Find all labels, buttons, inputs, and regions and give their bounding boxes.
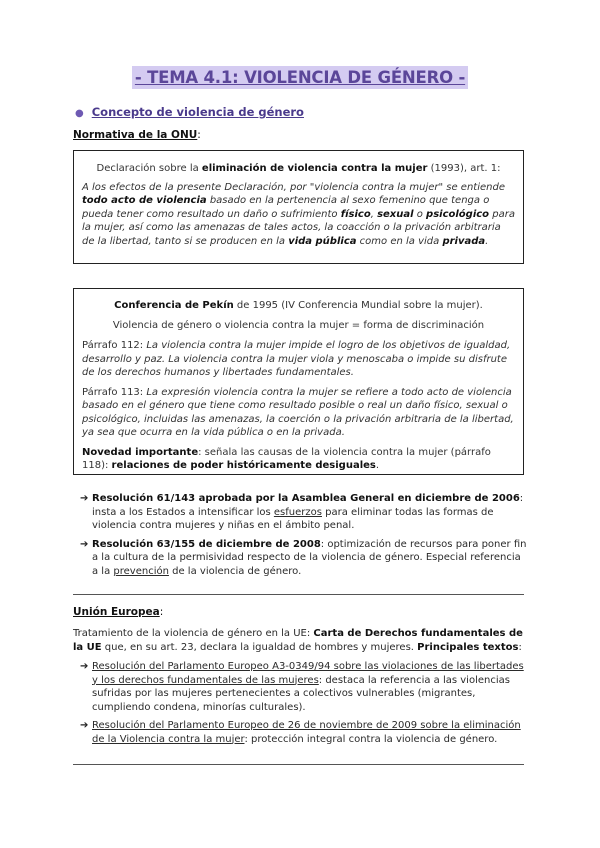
ue-heading: Unión Europea:: [73, 606, 164, 618]
list-item: ➔ Resolución del Parlamento Europeo A3-0349/94 sobre las violaciones de las libertades y los derechos fundamentales de las mujeres: destaca la referencia a las violencias sufridas por las mujeres pertenecientes a colectivos vulnerables (migrantes, cumpliendo condena, minorías culturales).: [80, 661, 524, 713]
onu-heading-text: Normativa de la ONU: [73, 129, 198, 141]
onu-heading: Normativa de la ONU:: [73, 129, 201, 141]
arrow-right-icon: ➔: [80, 538, 89, 550]
bullet-dot-icon: ●: [75, 108, 84, 119]
pekin-box: [73, 288, 524, 475]
ue-texts-list: [80, 660, 528, 751]
page-title: - TEMA 4.1: VIOLENCIA DE GÉNERO -: [132, 66, 468, 89]
novedad-line: Novedad importante: señala las causas de la violencia contra la mujer (párrafo 118): relaciones de poder históricamente desiguales.: [82, 446, 491, 471]
concept-heading-text: Concepto de violencia de género: [91, 105, 304, 119]
declaration-intro: Declaración sobre la eliminación de violencia contra la mujer (1993), art. 1:: [96, 163, 501, 174]
pekin-line: Conferencia de Pekín de 1995 (IV Conferencia Mundial sobre la mujer).: [114, 300, 483, 311]
equivalence-line: Violencia de género o violencia contra la mujer = forma de discriminación: [112, 319, 485, 331]
divider: [73, 764, 524, 765]
paragraph-112: Párrafo 112: La violencia contra la mujer impide el logro de los objetivos de igualdad, desarrollo y paz. La violencia contra la mujer viola y menoscaba o impide su disfrute de los derechos humanos y libertades fundamentales.: [82, 340, 511, 378]
declaration-box: [73, 150, 524, 264]
paragraph-113: Párrafo 113: La expresión violencia contra la mujer se refiere a todo acto de violencia basado en el género que tiene como resultado posible o real un daño físico, sexual o psicológico, incluidas las amenazas, la coerción o la privación arbitraria de la libertad, ya sea que ocurra en la vida pública o en la privada.: [82, 386, 514, 438]
list-item: ➔ Resolución 63/155 de diciembre de 2008: optimización de recursos para poner fin a la cultura de la permisividad respecto de la violencia de género. Especial referencia a la prevención de la violencia de género.: [80, 538, 527, 577]
arrow-right-icon: ➔: [80, 720, 89, 731]
ue-intro: Tratamiento de la violencia de género en la UE: Carta de Derechos fundamentales de la UE que, en su art. 23, declara la igualdad de hombres y mujeres. Principales textos:: [73, 628, 523, 653]
page-title-wrap: [0, 68, 600, 88]
declaration-quote: A los efectos de la presente Declaración, por "violencia contra la mujer" se entiende todo acto de violencia basado en la pertenencia al sexo femenino que tenga o pueda tener como resultado un daño o sufrimiento físico, sexual o psicológico para la mujer, así como las amenazas de tales actos, la coacción o la privación arbitraria de la libertad, tanto si se producen en la vida pública como en la vida privada.: [82, 181, 515, 247]
arrow-right-icon: ➔: [80, 661, 89, 672]
list-item: ➔ Resolución 61/143 aprobada por la Asamblea General en diciembre de 2006: insta a los Estados a intensificar los esfuerzos para eliminar todas las formas de violencia contra mujeres y niñas en el ámbito penal.: [80, 493, 524, 531]
ue-heading-text: Unión Europea: [73, 606, 160, 618]
concept-heading: [75, 106, 304, 121]
list-item: ➔ Resolución del Parlamento Europeo de 26 de noviembre de 2009 sobre la eliminación de la Violencia contra la mujer: protección integral contra la violencia de género.: [80, 720, 521, 745]
arrow-right-icon: ➔: [80, 493, 89, 504]
divider: [73, 594, 524, 595]
onu-resolutions-list: [80, 492, 528, 583]
